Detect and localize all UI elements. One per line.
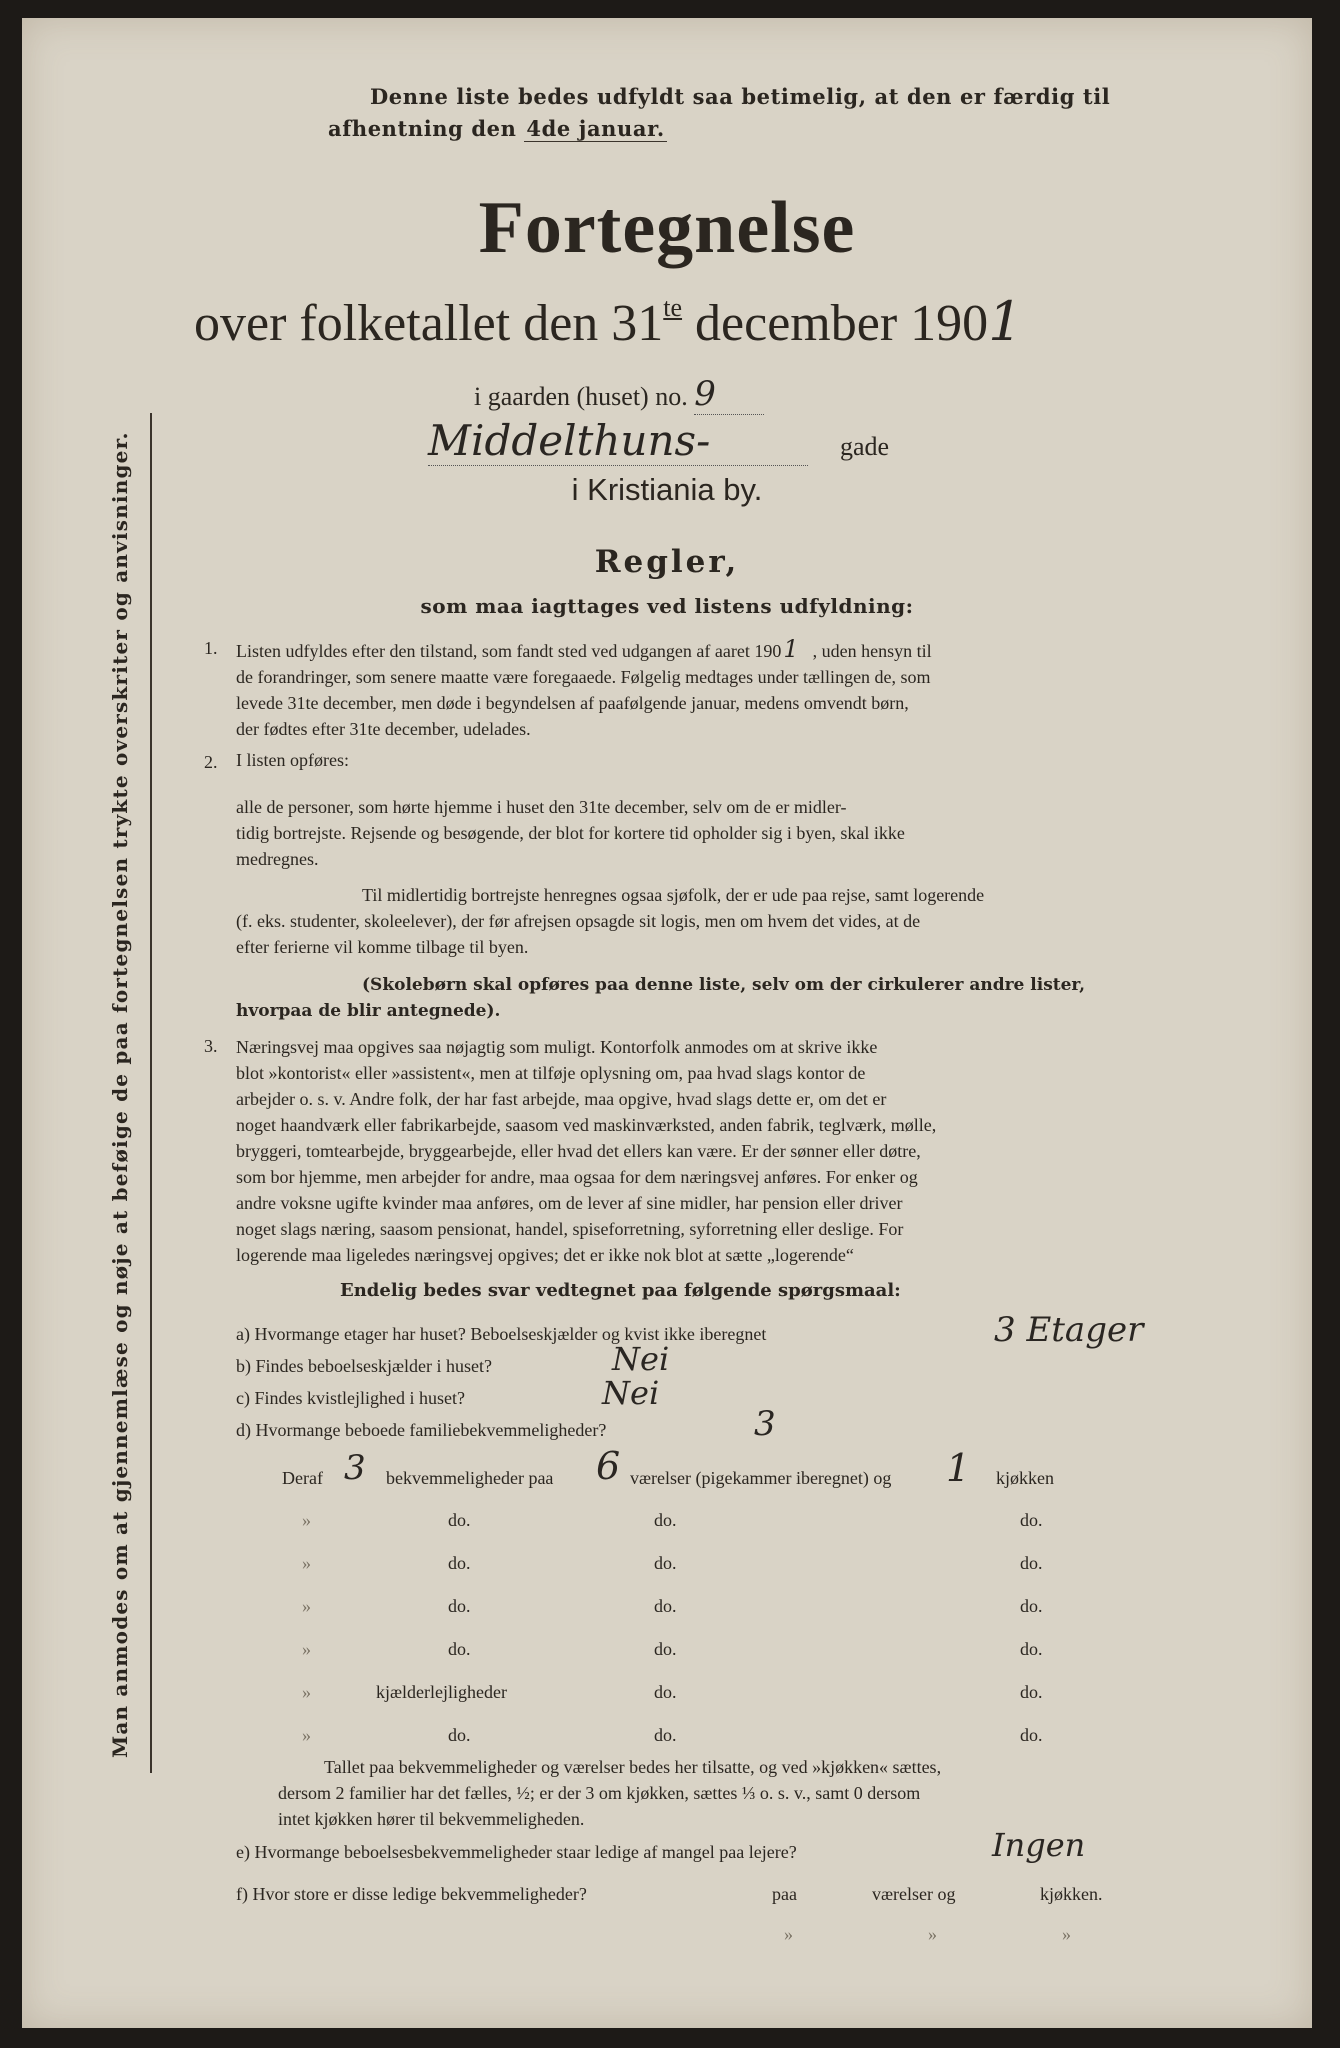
rule-1-line [236,636,1176,664]
note-line: dersom 2 familier har det fælles, ½; er der 3 om kjøkken, sættes ⅓ o. s. v., samt 0 dersom [278,1783,921,1803]
ditto-col-a: do. [448,1553,471,1573]
rule-1 [236,636,1176,742]
ditto-quote: » [302,1596,311,1616]
ditto-col-c: do. [1020,1596,1043,1616]
f-paa: paa [772,1884,797,1904]
rule-2-line: tidig bortrejste. Rejsende og besøgende, der blot for kortere tid opholder sig i byen, skal ikke [236,823,905,843]
rule-3-line: arbejder o. s. v. Andre folk, der har fast arbejde, maa opgive, hvad slags dette er, om det er [236,1089,887,1109]
question-e: e) Hvormange beboelsesbekvemmeligheder staar ledige af mangel paa lejere? [236,1842,797,1862]
rule-1-tail: , uden hensyn til [812,641,932,661]
rule-2b-line: (f. eks. studenter, skoleelever), der før afrejsen opsagde sit logis, men om hvem det vides, at de [236,911,921,931]
ditto-col-c: do. [1020,1639,1043,1659]
ditto-col-a: do. [448,1725,471,1745]
rule-2-intro: I listen opføres: [236,750,349,770]
ditto-col-a: do. [448,1639,471,1659]
deraf-label: Deraf [282,1468,323,1488]
ditto-quote: » [302,1639,311,1659]
answer-c: Nei [602,1374,660,1412]
kitchen-label: kjøkken [996,1468,1054,1488]
ditto-col-b: do. [654,1682,677,1702]
page-title: Fortegnelse [478,187,856,269]
ditto-quote: » [302,1682,311,1702]
rule-2c [236,972,1176,1024]
rule-3-line: bryggeri, tomtearbejde, bryggearbejde, eller hvad det ellers kan være. Er der sønner eller døtre, [236,1141,921,1161]
rule-2b-line: Til midlertidig bortrejste henregnes ogsaa sjøfolk, der er ude paa rejse, samt logerende [362,885,985,905]
street-name: Middelthuns- [428,416,808,466]
question-c: c) Findes kvistlejlighed i huset? [236,1388,465,1408]
city-line: i Kristiania by. [571,472,763,507]
ditto-col-c: do. [1020,1682,1043,1702]
answer-b: Nei [612,1340,670,1378]
street-suffix: gade [840,432,890,461]
question-b: b) Findes beboelseskjælder i huset? [236,1356,492,1376]
note-line: intet kjøkken hører til bekvemmeligheden. [278,1809,585,1829]
ditto-col-b: do. [654,1553,677,1573]
ditto-col-a: do. [448,1510,471,1530]
kitchen-note [278,1754,1174,1832]
year-handwritten: 1 [988,290,1023,353]
rule-3-line: logerende maa ligeledes næringsvej opgives; det er ikke nok blot at sætte „logerende“ [236,1245,854,1265]
f-vaerelser: værelser og [872,1884,956,1904]
rule-1-line: der fødtes efter 31te december, udelades. [236,719,531,739]
rule-1-number: 1. [204,638,218,658]
f-ditto-1: » [784,1924,793,1944]
notice-prefix: afhentning den [328,116,517,141]
title-sub-prefix: over folketallet den 31 [194,295,664,352]
notice-line-2 [328,116,667,141]
rule-2b [236,882,1176,960]
f-kjokken: kjøkken. [1040,1884,1103,1904]
rule-2-line: medregnes. [236,849,319,869]
ditto-quote: » [302,1553,311,1573]
form-page [22,18,1312,2028]
title-subline [194,290,1023,353]
rule-3-line: blot »kontorist« eller »assistent«, men at tilføje oplysning om, paa hvad slags kontor de [236,1063,866,1083]
answer-d: 3 [754,1404,776,1444]
rule-2c-line: (Skolebørn skal opføres paa denne liste, selv om der cirkulerer andre lister, [362,975,1086,995]
rule-2-number: 2. [204,752,218,772]
rule-3-line: noget haandværk eller fabrikarbejde, saasom ved maskinværksted, anden fabrik, teglværk, mølle, [236,1115,937,1135]
rule-3-line: andre voksne ugifte kvinder maa anføres, om de lever af sine midler, har pension eller driver [236,1193,903,1213]
rule-3-line: noget slags næring, saasom pensionat, handel, spiseforretning, syforretning eller deslige. For [236,1219,904,1239]
rule-1-line: de forandringer, som senere maatte være foregaaede. Følgelig medtages under tællingen de, som [236,667,931,687]
rules-subheading: som maa iagttages ved listens udfyldning: [420,594,914,618]
questions-heading: Endelig bedes svar vedtegnet paa følgende spørgsmaal: [340,1280,901,1301]
rule-1-year: 1 [783,636,799,663]
house-number: 9 [694,374,764,415]
rule-1-text-a: Listen udfyldes efter den tilstand, som fandt sted ved udgangen af aaret 190 [236,641,782,661]
rule-2c-line: hvorpaa de blir antegnede). [236,1001,501,1021]
rule-3 [236,1034,1176,1268]
rule-1-line: levede 31te december, men døde i begyndelsen af paafølgende januar, medens omvendt børn, [236,693,909,713]
ditto-quote: » [302,1725,311,1745]
street-line [428,416,858,466]
title-sub-sup: te [663,293,683,322]
ditto-quote: » [302,1510,311,1530]
answer-e: Ingen [992,1826,1086,1864]
rooms-count: 6 [596,1444,621,1488]
kitchen-count: 1 [946,1446,971,1490]
ditto-col-b: do. [654,1639,677,1659]
f-ditto-2: » [928,1924,937,1944]
rule-3-line: Næringsvej maa opgives saa nøjagtig som muligt. Kontorfolk anmodes om at skrive ikke [236,1037,878,1057]
question-a: a) Hvormange etager har huset? Beboelseskjælder og kvist ikke iberegnet [236,1324,767,1344]
f-ditto-3: » [1062,1924,1071,1944]
question-f: f) Hvor store er disse ledige bekvemmeligheder? [236,1884,587,1904]
bekv-label: bekvemmeligheder paa [386,1468,554,1488]
ditto-col-c: do. [1020,1725,1043,1745]
title-sub-suffix: december 190 [695,295,989,352]
deraf-count: 3 [344,1448,366,1488]
question-d: d) Hvormange beboede familiebekvemmeligheder? [236,1420,607,1440]
rule-3-number: 3. [204,1036,218,1056]
house-label: i gaarden (huset) no. [474,382,688,411]
ditto-col-b: do. [654,1510,677,1530]
answer-a: 3 Etager [994,1310,1144,1350]
notice-line-1: Denne liste bedes udfyldt saa betimelig, at den er færdig til [370,84,1111,109]
rules-heading: Regler, [594,544,740,580]
rooms-label: værelser (pigekammer iberegnet) og [630,1468,892,1488]
rule-2-line: alle de personer, som hørte hjemme i huset den 31te december, selv om de er midler- [236,797,847,817]
ditto-col-c: do. [1020,1510,1043,1530]
note-line: Tallet paa bekvemmeligheder og værelser bedes her tilsatte, og ved »kjøkken« sættes, [324,1757,942,1777]
ditto-col-a: do. [448,1596,471,1616]
ditto-col-a: kjælderlejligheder [376,1682,507,1702]
ditto-col-b: do. [654,1725,677,1745]
side-instruction: Man anmodes om at gjennemlæse og nøje at beføige de paa fortegnelsen trykte overskriter og anvisninger. [108,431,132,1758]
ditto-col-c: do. [1020,1553,1043,1573]
rule-3-line: som bor hjemme, men arbejder for andre, maa ogsaa for dem næringsvej anføres. For enker og [236,1167,918,1187]
rule-2b-line: efter ferierne vil komme tilbage til byen. [236,937,529,957]
notice-date: 4de januar. [526,116,665,141]
ditto-col-b: do. [654,1596,677,1616]
house-line [474,374,764,415]
rule-2 [236,794,1176,872]
